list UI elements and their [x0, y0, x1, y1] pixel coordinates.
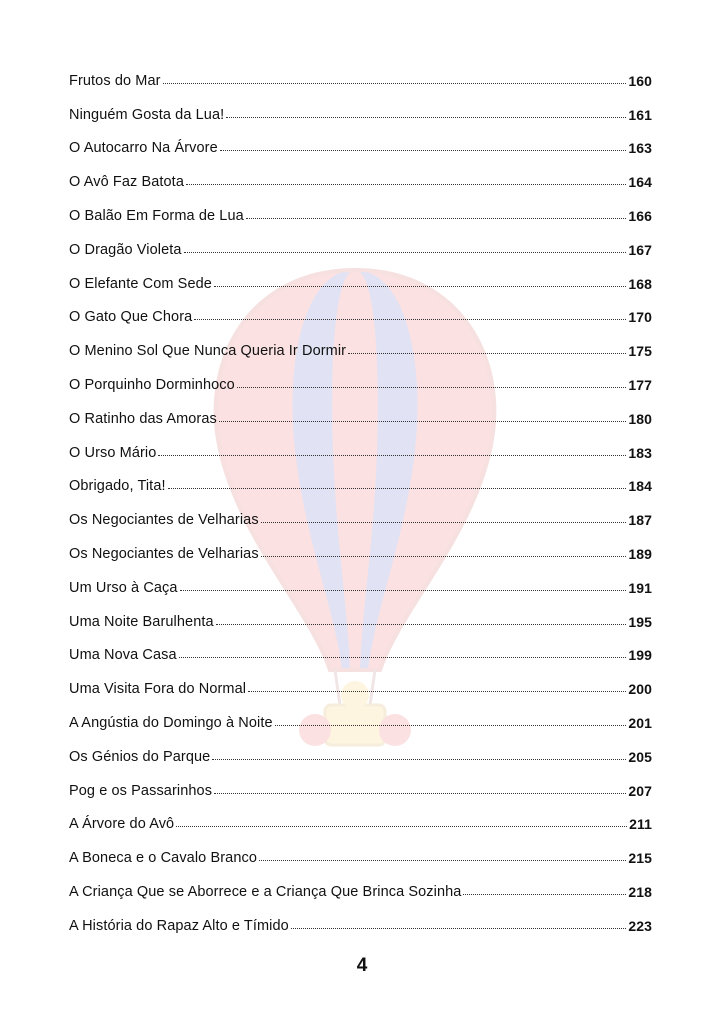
toc-entry[interactable]: [69, 909, 652, 943]
toc-entry-page: 180: [628, 410, 652, 427]
dot-leader: [214, 286, 626, 287]
toc-entry-page: 205: [628, 748, 652, 765]
toc-entry[interactable]: [69, 132, 652, 166]
toc-entry-page: 170: [628, 309, 652, 326]
dot-leader: [463, 894, 626, 895]
toc-entry-title: O Avô Faz Batota: [69, 174, 184, 191]
toc-entry-title: A Criança Que se Aborrece e a Criança Que Brinca Sozinha: [69, 884, 462, 901]
toc-entry-title: Uma Noite Barulhenta: [69, 613, 214, 630]
dot-leader: [237, 387, 627, 388]
toc-entry-title: O Autocarro Na Árvore: [69, 140, 218, 157]
toc-entry-page: 184: [628, 478, 652, 495]
toc-entry[interactable]: [69, 402, 652, 436]
toc-entry-page: 167: [628, 241, 652, 258]
toc-entry[interactable]: [69, 808, 652, 842]
toc-entry-page: 191: [628, 579, 652, 596]
dot-leader: [194, 319, 626, 320]
dot-leader: [184, 252, 627, 253]
dot-leader: [220, 150, 627, 151]
toc-entry[interactable]: [69, 199, 652, 233]
toc-entry-title: O Dragão Violeta: [69, 241, 182, 258]
dot-leader: [291, 928, 626, 929]
toc-entry-title: Uma Visita Fora do Normal: [69, 681, 247, 698]
toc-entry[interactable]: [69, 470, 652, 504]
toc-entry-page: 207: [628, 782, 652, 799]
dot-leader: [179, 657, 627, 658]
toc-entry[interactable]: [69, 64, 652, 98]
toc-entry[interactable]: [69, 165, 652, 199]
toc-entry-title: O Elefante Com Sede: [69, 275, 212, 292]
toc-entry-page: 195: [628, 613, 652, 630]
toc-entry[interactable]: [69, 98, 652, 132]
toc-entry-page: 199: [628, 647, 652, 664]
dot-leader: [216, 624, 627, 625]
toc-entry-title: Os Negociantes de Velharias: [69, 546, 259, 563]
toc-entry-title: O Porquinho Dorminhoco: [69, 377, 235, 394]
toc-entry-title: Um Urso à Caça: [69, 579, 178, 596]
toc-entry[interactable]: [69, 267, 652, 301]
toc-entry[interactable]: [69, 436, 652, 470]
toc-entry-page: 177: [628, 377, 652, 394]
toc-entry-page: 160: [628, 72, 652, 89]
toc-entry-title: Obrigado, Tita!: [69, 478, 166, 495]
toc-entry-title: A Boneca e o Cavalo Branco: [69, 850, 257, 867]
toc-entry-title: O Gato Que Chora: [69, 309, 193, 326]
table-of-contents: [69, 64, 652, 943]
dot-leader: [261, 522, 627, 523]
toc-entry[interactable]: [69, 672, 652, 706]
toc-entry-title: Os Génios do Parque: [69, 748, 211, 765]
toc-entry[interactable]: [69, 706, 652, 740]
toc-entry[interactable]: [69, 740, 652, 774]
toc-entry-title: Uma Nova Casa: [69, 647, 177, 664]
toc-entry-page: 163: [628, 140, 652, 157]
toc-entry[interactable]: [69, 233, 652, 267]
toc-entry-page: 164: [628, 174, 652, 191]
dot-leader: [186, 184, 626, 185]
toc-entry[interactable]: [69, 841, 652, 875]
page-number: 4: [356, 955, 368, 976]
toc-entry-title: A Árvore do Avô: [69, 816, 175, 833]
toc-entry[interactable]: [69, 605, 652, 639]
toc-entry-title: A Angústia do Domingo à Noite: [69, 715, 273, 732]
dot-leader: [248, 691, 626, 692]
toc-entry-page: 166: [628, 208, 652, 225]
toc-entry-page: 201: [628, 715, 652, 732]
toc-entry[interactable]: [69, 571, 652, 605]
toc-entry-title: Os Negociantes de Velharias: [69, 512, 259, 529]
dot-leader: [246, 218, 627, 219]
toc-entry-page: 218: [628, 884, 652, 901]
toc-entry-title: O Balão Em Forma de Lua: [69, 208, 244, 225]
toc-entry-page: 215: [628, 850, 652, 867]
toc-entry-title: O Urso Mário: [69, 444, 157, 461]
dot-leader: [163, 83, 627, 84]
toc-entry-title: Pog e os Passarinhos: [69, 782, 213, 799]
dot-leader: [212, 759, 626, 760]
dot-leader: [219, 421, 626, 422]
dot-leader: [180, 590, 627, 591]
dot-leader: [261, 556, 627, 557]
toc-entry[interactable]: [69, 774, 652, 808]
toc-entry[interactable]: [69, 537, 652, 571]
toc-entry-page: 175: [628, 343, 652, 360]
toc-entry-page: 161: [628, 106, 652, 123]
dot-leader: [348, 353, 626, 354]
toc-entry-title: O Menino Sol Que Nunca Queria Ir Dormir: [69, 343, 347, 360]
toc-entry-page: 189: [628, 546, 652, 563]
dot-leader: [259, 860, 626, 861]
dot-leader: [214, 793, 626, 794]
toc-entry[interactable]: [69, 368, 652, 402]
toc-entry[interactable]: [69, 639, 652, 673]
toc-entry-page: 223: [628, 917, 652, 934]
toc-entry-title: O Ratinho das Amoras: [69, 410, 217, 427]
toc-entry[interactable]: [69, 875, 652, 909]
toc-entry-title: A História do Rapaz Alto e Tímido: [69, 917, 289, 934]
toc-entry-title: Frutos do Mar: [69, 72, 161, 89]
toc-entry-title: Ninguém Gosta da Lua!: [69, 106, 225, 123]
toc-entry[interactable]: [69, 503, 652, 537]
dot-leader: [168, 488, 627, 489]
dot-leader: [275, 725, 627, 726]
toc-entry-page: 200: [628, 681, 652, 698]
toc-entry-page: 211: [629, 816, 652, 833]
toc-entry[interactable]: [69, 301, 652, 335]
toc-entry-page: 168: [628, 275, 652, 292]
toc-entry-page: 187: [628, 512, 652, 529]
toc-entry-page: 183: [628, 444, 652, 461]
dot-leader: [226, 117, 626, 118]
dot-leader: [176, 826, 627, 827]
dot-leader: [158, 455, 626, 456]
toc-entry[interactable]: [69, 334, 652, 368]
